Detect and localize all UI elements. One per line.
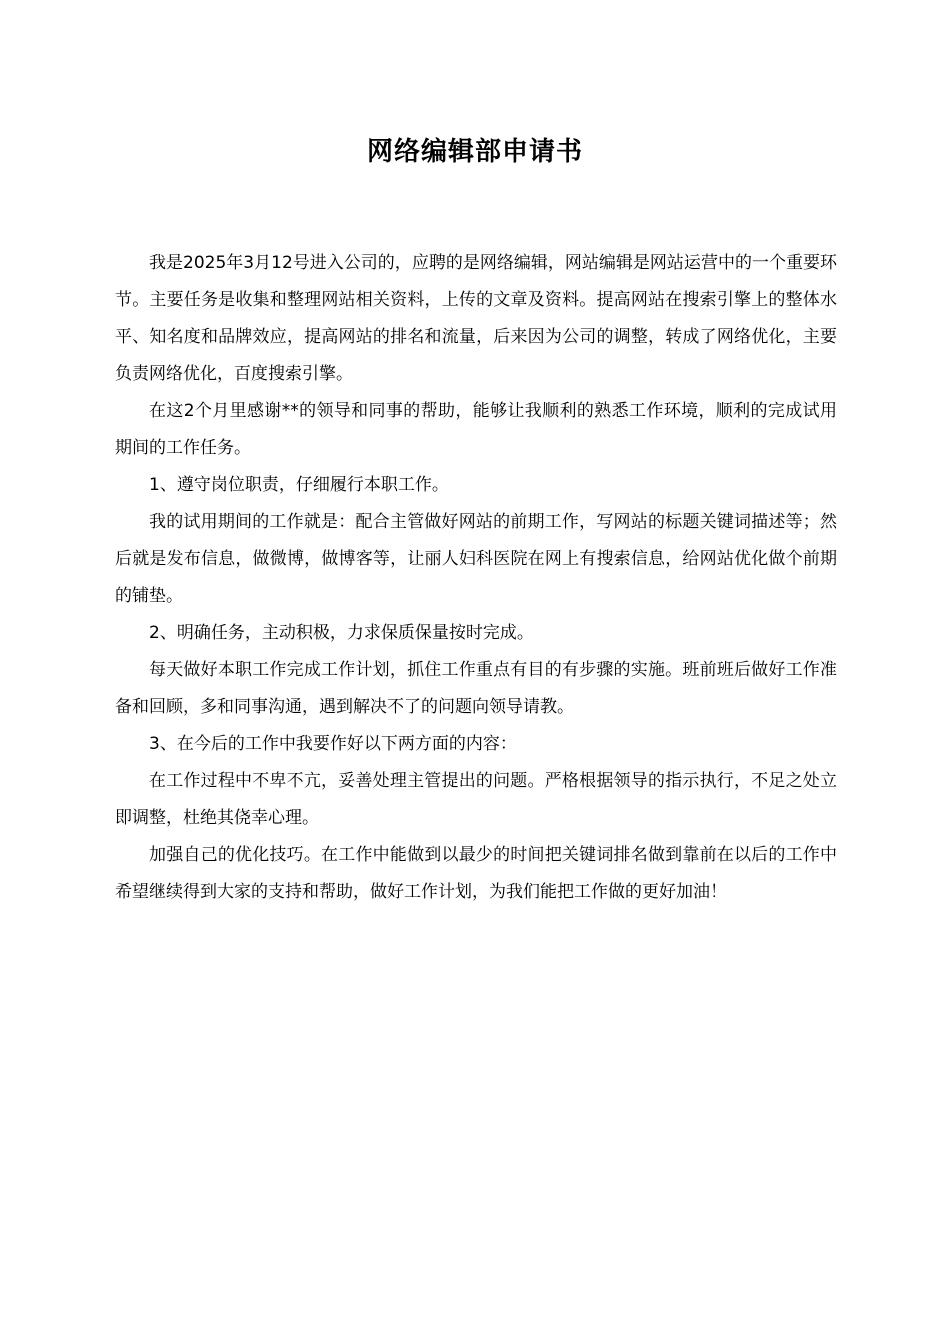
paragraph-item-3-heading: 3、在今后的工作中我要作好以下两方面的内容：	[149, 734, 517, 754]
paragraph-thanks: 在这2个月里感谢**的领导和同事的帮助，能够让我顺利的熟悉工作环境，顺利的完成试用期间的工作任务。	[115, 401, 837, 458]
document-body	[115, 245, 837, 911]
paragraph-item-3-body-2: 加强自己的优化技巧。在工作中能做到以最少的时间把关键词排名做到靠前在以后的工作中希望继续得到大家的支持和帮助，做好工作计划，为我们能把工作做的更好加油！	[115, 845, 837, 902]
paragraph-item-2-heading: 2、明确任务，主动积极，力求保质保量按时完成。	[149, 623, 534, 643]
paragraph-item-1-heading: 1、遵守岗位职责，仔细履行本职工作。	[149, 475, 449, 495]
paragraph-item-2-body: 每天做好本职工作完成工作计划，抓住工作重点有目的有步骤的实施。班前班后做好工作准备和回顾，多和同事沟通，遇到解决不了的问题向领导请教。	[115, 660, 837, 717]
paragraph-intro: 我是2025年3月12号进入公司的，应聘的是网络编辑，网站编辑是网站运营中的一个重要环节。主要任务是收集和整理网站相关资料，上传的文章及资料。提高网站在搜索引擎上的整体水平、知名度和品牌效应，提高网站的排名和流量，后来因为公司的调整，转成了网络优化，主要负责网络优化，百度搜索引擎。	[115, 253, 837, 384]
paragraph-item-3-body-1: 在工作过程中不卑不亢，妥善处理主管提出的问题。严格根据领导的指示执行，不足之处立即调整，杜绝其侥幸心理。	[115, 771, 837, 828]
document-title: 网络编辑部申请书	[366, 137, 583, 167]
paragraph-item-1-body: 我的试用期间的工作就是：配合主管做好网站的前期工作，写网站的标题关键词描述等；然后就是发布信息，做微博，做博客等，让丽人妇科医院在网上有搜索信息，给网站优化做个前期的铺垫。	[115, 512, 837, 606]
